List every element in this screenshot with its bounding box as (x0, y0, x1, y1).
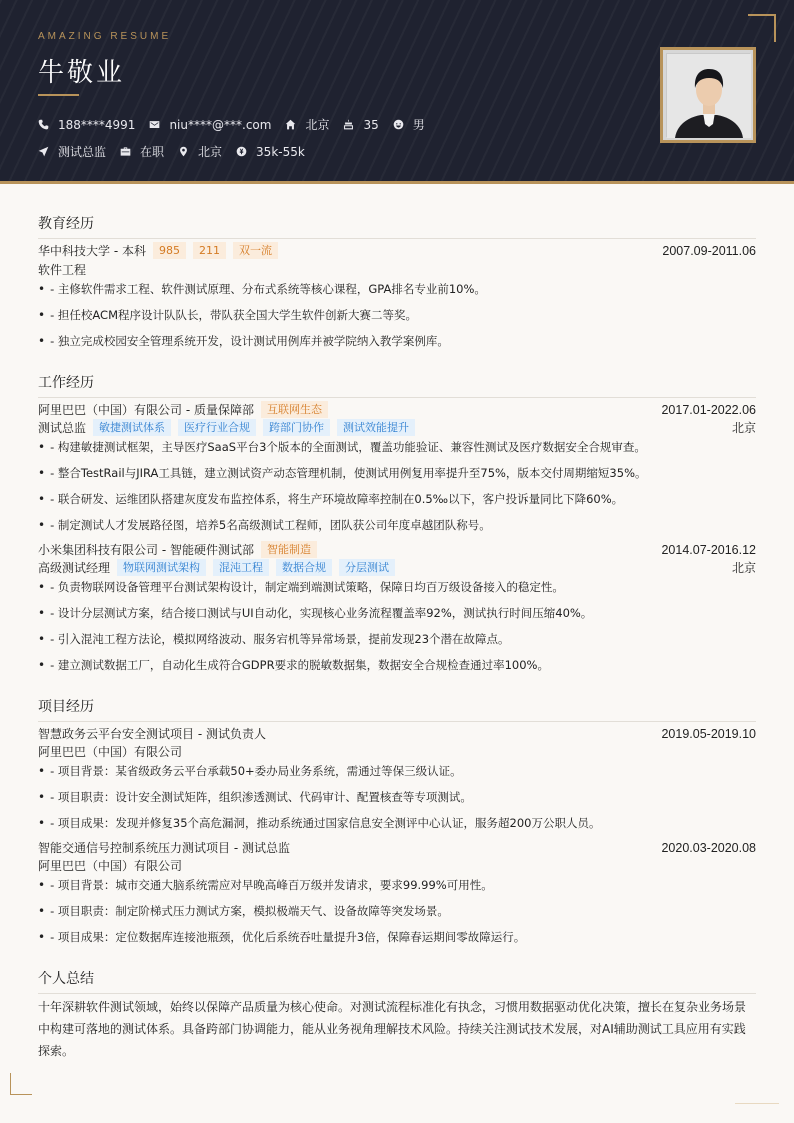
name-underline (38, 94, 79, 96)
bullet-dot: • (38, 632, 46, 646)
candidate-name: 牛敬业 (38, 58, 126, 88)
education-bullet (38, 333, 756, 349)
job-bullet (38, 631, 756, 647)
bullet-text: - 建立测试数据工厂，自动化生成符合GDPR要求的脱敏数据集，数据安全合规检查通过率100%。 (50, 658, 549, 672)
bullet-text: - 整合TestRail与JIRA工具链，建立测试资产动态管理机制，使测试用例复用率提升至75%，版本交付周期缩短35%。 (50, 466, 647, 480)
job-company-group (38, 541, 317, 558)
job-intent-row (38, 143, 319, 160)
education-bullet (38, 307, 756, 323)
age-value: 35 (363, 117, 379, 132)
cake-icon (343, 119, 354, 130)
mail-icon (149, 119, 160, 130)
project-header (38, 839, 756, 856)
bullet-dot: • (38, 282, 46, 296)
education-major-row (38, 261, 756, 278)
project-bullet (38, 815, 756, 831)
bullet-dot: • (38, 492, 46, 506)
project-name: 智慧政务云平台安全测试项目 - 测试负责人 (38, 727, 266, 741)
bullet-dot: • (38, 878, 46, 892)
education-section-title: 教育经历 (38, 213, 756, 239)
brand-label: AMAZING RESUME (38, 31, 172, 42)
bullet-text: - 主修软件需求工程、软件测试原理、分布式系统等核心课程，GPA排名专业前10%。 (50, 282, 486, 296)
project-name: 智能交通信号控制系统压力测试项目 - 测试总监 (38, 841, 290, 855)
bullet-text: - 制定测试人才发展路径图，培养5名高级测试工程师，团队获公司年度卓越团队称号。 (50, 518, 491, 532)
job-bullet (38, 491, 756, 507)
bullet-text: - 项目背景：某省级政务云平台承载50+委办局业务系统，需通过等保三级认证。 (50, 764, 462, 778)
project-bullet (38, 877, 756, 893)
industry-tag: 智能制造 (261, 541, 317, 558)
photo-frame (666, 53, 750, 137)
bullet-dot: • (38, 904, 46, 918)
job-role-row (38, 419, 756, 436)
corner-decoration (10, 1073, 32, 1095)
project-header (38, 725, 756, 742)
work-section-title: 工作经历 (38, 372, 756, 398)
project-bullet (38, 903, 756, 919)
bullet-dot: • (38, 658, 46, 672)
education-bullet (38, 281, 756, 297)
job-bullet (38, 657, 756, 673)
job-date: 2014.07-2016.12 (661, 542, 756, 557)
bullet-dot: • (38, 930, 46, 944)
bullet-text: - 引入混沌工程方法论，模拟网络波动、服务宕机等异常场景，提前发现23个潜在故障点。 (50, 632, 510, 646)
city-item (285, 116, 329, 133)
job-bullet (38, 439, 756, 455)
bullet-dot: • (38, 518, 46, 532)
contact-row (38, 116, 439, 133)
job-role: 测试总监 (38, 421, 87, 435)
bullet-text: - 项目成果：发现并修复35个高危漏洞，推动系统通过国家信息安全测评中心认证，服务超200万公职人员。 (50, 816, 601, 830)
project-date: 2020.03-2020.08 (661, 840, 756, 855)
bullet-text: - 联合研发、运维团队搭建灰度发布监控体系，将生产环境故障率控制在0.5‰以下，客户投诉量同比下降60%。 (50, 492, 624, 506)
project-company: 阿里巴巴（中国）有限公司 (38, 859, 183, 873)
bullet-dot: • (38, 816, 46, 830)
job-role: 高级测试经理 (38, 561, 111, 575)
briefcase-icon (120, 146, 131, 157)
company-name: 小米集团科技有限公司 - 智能硬件测试部 (38, 543, 254, 557)
projects-section-title: 项目经历 (38, 696, 756, 722)
major: 软件工程 (38, 263, 87, 277)
location-pin-icon (178, 146, 189, 157)
age-item (343, 118, 378, 132)
salary-item (236, 145, 305, 159)
education-date: 2007.09-2011.06 (662, 243, 756, 258)
bullet-dot: • (38, 580, 46, 594)
project-bullet (38, 763, 756, 779)
bullet-text: - 项目职责：制定阶梯式压力测试方案，模拟极端天气、设备故障等突发场景。 (50, 904, 449, 918)
bullet-text: - 构建敏捷测试框架，主导医疗SaaS平台3个版本的全面测试，覆盖功能验证、兼容性测试及医疗数据安全合规审查。 (50, 440, 646, 454)
home-icon (285, 119, 296, 130)
skill-tag: 数据合规 (276, 559, 332, 576)
email-value: niu****@***.com (169, 117, 272, 132)
corner-decoration (735, 1103, 779, 1104)
job-company-group (38, 401, 328, 418)
position-item (38, 143, 106, 160)
job-header (38, 541, 756, 558)
bullet-dot: • (38, 790, 46, 804)
project-bullet (38, 789, 756, 805)
skill-tag: 测试效能提升 (337, 419, 415, 436)
bullet-dot: • (38, 606, 46, 620)
job-date: 2017.01-2022.06 (661, 402, 756, 417)
education-header (38, 242, 756, 259)
project-date: 2019.05-2019.10 (661, 726, 756, 741)
status-value: 在职 (140, 145, 165, 159)
project-company: 阿里巴巴（中国）有限公司 (38, 745, 183, 759)
location-item (178, 143, 222, 160)
bullet-dot: • (38, 440, 46, 454)
skill-tag: 分层测试 (339, 559, 395, 576)
job-bullet (38, 579, 756, 595)
bullet-dot: • (38, 334, 46, 348)
school-tag: 双一流 (233, 242, 278, 259)
bullet-dot: • (38, 308, 46, 322)
bullet-dot: • (38, 466, 46, 480)
company-name: 阿里巴巴（中国）有限公司 - 质量保障部 (38, 403, 254, 417)
school-name: 华中科技大学 - 本科 (38, 244, 146, 258)
job-bullet (38, 605, 756, 621)
bullet-text: - 担任校ACM程序设计队队长，带队获全国大学生软件创新大赛二等奖。 (50, 308, 417, 322)
city-value: 北京 (305, 118, 330, 132)
summary-text: 十年深耕软件测试领域，始终以保障产品质量为核心使命。对测试流程标准化有执念，习惯用数据驱动优化决策，擅长在复杂业务场景中构建可落地的测试体系。具备跨部门协调能力，能从业务视角理解技术风险。持续关注测试技术发展，对AI辅助测试工具应用有实践探索。 (38, 1000, 747, 1058)
project-bullet (38, 929, 756, 945)
skill-tag: 混沌工程 (213, 559, 269, 576)
skill-tag: 跨部门协作 (263, 419, 330, 436)
corner-decoration (748, 14, 776, 42)
avatar (667, 54, 751, 138)
gender-value: 男 (412, 118, 425, 132)
resume-header (0, 0, 794, 184)
job-city: 北京 (731, 421, 756, 435)
email-item (149, 118, 271, 132)
project-company-row (38, 857, 756, 874)
education-school-group (38, 242, 278, 259)
school-tag: 985 (153, 242, 186, 259)
send-icon (38, 146, 49, 157)
project-company-row (38, 743, 756, 760)
industry-tag: 互联网生态 (261, 401, 328, 418)
job-bullet (38, 465, 756, 481)
bullet-text: - 独立完成校园安全管理系统开发，设计测试用例库并被学院纳入教学案例库。 (50, 334, 449, 348)
job-role-group (38, 419, 415, 436)
skill-tag: 物联网测试架构 (117, 559, 206, 576)
salary-value: 35k-55k (256, 144, 305, 159)
status-item (120, 143, 164, 160)
gender-item (393, 116, 425, 133)
job-role-row (38, 559, 756, 576)
job-city: 北京 (731, 561, 756, 575)
job-header (38, 401, 756, 418)
skill-tag: 医疗行业合规 (178, 419, 256, 436)
bullet-text: - 设计分层测试方案，结合接口测试与UI自动化，实现核心业务流程覆盖率92%，测试执行时间压缩40%。 (50, 606, 593, 620)
school-tag: 211 (193, 242, 226, 259)
job-bullet (38, 517, 756, 533)
bullet-dot: • (38, 764, 46, 778)
skill-tag: 敏捷测试体系 (93, 419, 171, 436)
phone-value: 188****4991 (58, 117, 136, 132)
bullet-text: - 项目职责：设计安全测试矩阵，组织渗透测试、代码审计、配置核查等专项测试。 (50, 790, 472, 804)
money-icon (236, 146, 247, 157)
bullet-text: - 项目背景：城市交通大脑系统需应对早晚高峰百万级并发请求，要求99.99%可用性。 (50, 878, 493, 892)
phone-item (38, 118, 135, 132)
profile-photo (660, 47, 756, 143)
location-value: 北京 (198, 145, 223, 159)
phone-icon (38, 119, 49, 130)
bullet-text: - 项目成果：定位数据库连接池瓶颈，优化后系统吞吐量提升3倍，保障春运期间零故障运行。 (50, 930, 526, 944)
face-icon (393, 119, 404, 130)
summary-section-title: 个人总结 (38, 968, 756, 994)
bullet-text: - 负责物联网设备管理平台测试架构设计，制定端到端测试策略，保障日均百万级设备接入的稳定性。 (50, 580, 564, 594)
position-value: 测试总监 (58, 145, 107, 159)
job-role-group (38, 559, 395, 576)
